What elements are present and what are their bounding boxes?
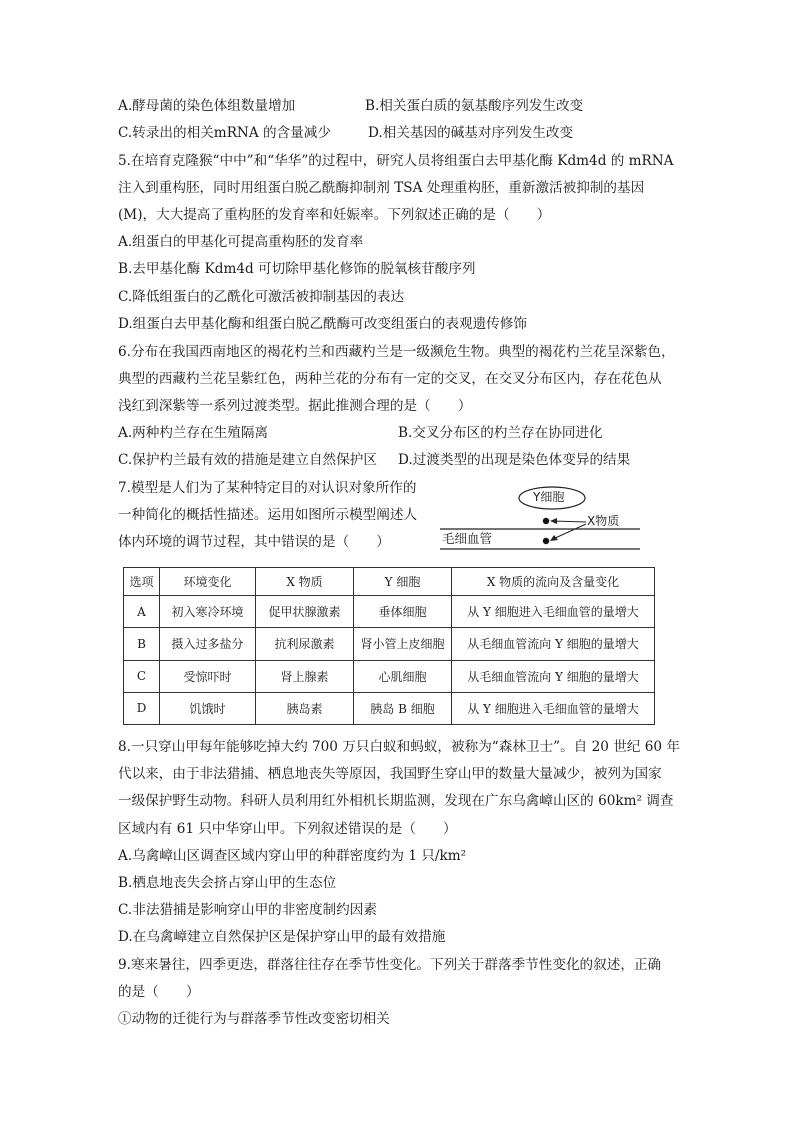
y-cell-label: Y细胞: [533, 490, 565, 504]
table-cell: 心肌细胞: [354, 660, 452, 692]
table-cell: 受惊吓时: [160, 660, 256, 692]
q5-stem-line-1: 5.在培育克隆猴“中中”和“华华”的过程中，研究人员将组蛋白去甲基化酶 Kdm4d 的 mRNA: [118, 153, 674, 169]
q8-stem-line-3: 一级保护野生动物。科研人员利用红外相机长期监测，发现在广东乌禽嶂山区的 60km² 调查: [118, 793, 674, 809]
q9-stem-line-2: 的是（ ）: [118, 984, 200, 1000]
q6-stem-line-1: 6.分布在我国西南地区的褐花杓兰和西藏杓兰是一级濒危生物。典型的褐花杓兰花呈深紫色，: [118, 344, 675, 360]
table-header: 环境变化: [160, 568, 256, 596]
table-cell: D: [124, 692, 160, 724]
q8-stem-line-2: 代以来，由于非法猎捕、栖息地丧失等原因，我国野生穿山甲的数量大量减少，被列为国家: [118, 766, 662, 782]
table-cell: B: [124, 628, 160, 660]
arrow-to-vessel-dot: [553, 524, 586, 539]
q6-option-b: B.交叉分布区的杓兰存在协同进化: [398, 425, 603, 441]
table-cell: 抗利尿激素: [256, 628, 354, 660]
q7-stem-line-3: 体内环境的调节过程，其中错误的是（ ）: [118, 534, 390, 550]
q4-option-c: C.转录出的相关mRNA 的含量减少: [118, 125, 331, 141]
q8-stem-line-4: 区域内有 61 只中华穿山甲。下列叙述错误的是（ ）: [118, 821, 457, 837]
q8-option-b: B.栖息地丧失会挤占穿山甲的生态位: [118, 875, 337, 891]
table-cell: 垂体细胞: [354, 596, 452, 628]
x-substance-label: X物质: [587, 514, 620, 528]
q9-item-1: ①动物的迁徙行为与群落季节性改变密切相关: [118, 1011, 390, 1027]
q7-options-table: [123, 567, 655, 725]
table-cell: C: [124, 660, 160, 692]
q8-option-d: D.在乌禽嶂建立自然保护区是保护穿山甲的最有效措施: [118, 929, 446, 945]
table-header-row: [124, 568, 655, 596]
q9-stem-line-1: 9.寒来暑往，四季更迭，群落往往存在季节性变化。下列关于群落季节性变化的叙述，正确: [118, 957, 662, 973]
q7-stem-line-2: 一种简化的概括性描述。运用如图所示模型阐述人: [118, 507, 418, 523]
q7-stem-line-1: 7.模型是人们为了某种特定目的对认识对象所作的: [118, 480, 417, 496]
table-cell: 胰岛素: [256, 692, 354, 724]
table-cell: 胰岛 B 细胞: [354, 692, 452, 724]
q5-option-d: D.组蛋白去甲基化酶和组蛋白脱乙酰酶可改变组蛋白的表观遗传修饰: [118, 316, 527, 332]
q6-option-d: D.过渡类型的出现是染色体变异的结果: [398, 452, 631, 468]
x-substance-dot-vessel: [543, 538, 549, 544]
table-cell: 饥饿时: [160, 692, 256, 724]
table-row: [124, 692, 655, 724]
table-cell: 肾上腺素: [256, 660, 354, 692]
q5-stem-line-3: (M)，大大提高了重构胚的发育率和妊娠率。下列叙述正确的是（ ）: [118, 207, 551, 223]
table-row: [124, 596, 655, 628]
table-cell: 初入寒冷环境: [160, 596, 256, 628]
q6-stem-line-3: 浅红到深紫等一系列过渡类型。据此推测合理的是（ ）: [118, 398, 472, 414]
x-substance-dot-cell: [543, 518, 549, 524]
table-cell: 从毛细血管流向 Y 细胞的量增大: [452, 660, 655, 692]
q5-option-a: A.组蛋白的甲基化可提高重构胚的发育率: [118, 234, 364, 250]
q6-stem-line-2: 典型的西藏杓兰花呈紫红色，两种兰花的分布有一定的交叉，在交叉分布区内，存在花色从: [118, 371, 662, 387]
q7-model-diagram: [440, 484, 640, 558]
table-cell: 从 Y 细胞进入毛细血管的量增大: [452, 596, 655, 628]
table-header: 选项: [124, 568, 160, 596]
table-header: X 物质: [256, 568, 354, 596]
table-cell: 促甲状腺激素: [256, 596, 354, 628]
table-cell: 从毛细血管流向 Y 细胞的量增大: [452, 628, 655, 660]
q6-option-c: C.保护杓兰最有效的措施是建立自然保护区: [118, 452, 377, 468]
q8-option-a: A.乌禽嶂山区调查区域内穿山甲的种群密度约为 1 只/km²: [118, 848, 467, 864]
q4-option-b: B.相关蛋白质的氨基酸序列发生改变: [365, 98, 584, 114]
q4-option-a: A.酵母菌的染色体组数量增加: [118, 98, 296, 114]
capillary-label: 毛细血管: [442, 531, 493, 546]
q8-stem-line-1: 8.一只穿山甲每年能够吃掉大约 700 万只白蚁和蚂蚁，被称为“森林卫士”。自 20 世纪 60 年: [118, 739, 680, 755]
table-row: [124, 628, 655, 660]
q8-option-c: C.非法猎捕是影响穿山甲的非密度制约因素: [118, 902, 377, 918]
q5-stem-line-2: 注入到重构胚，同时用组蛋白脱乙酰酶抑制剂 TSA 处理重构胚，重新激活被抑制的基因: [118, 180, 645, 196]
q5-option-c: C.降低组蛋白的乙酰化可激活被抑制基因的表达: [118, 289, 405, 305]
table-header: X 物质的流向及含量变化: [452, 568, 655, 596]
q6-option-a: A.两种杓兰存在生殖隔离: [118, 425, 269, 441]
table-cell: 摄入过多盐分: [160, 628, 256, 660]
q4-option-d: D.相关基因的碱基对序列发生改变: [368, 125, 574, 141]
table-cell: A: [124, 596, 160, 628]
table-header: Y 细胞: [354, 568, 452, 596]
table-row: [124, 660, 655, 692]
table-cell: 从 Y 细胞进入毛细血管的量增大: [452, 692, 655, 724]
arrow-to-cell-dot: [553, 521, 586, 522]
table-cell: 肾小管上皮细胞: [354, 628, 452, 660]
q5-option-b: B.去甲基化酶 Kdm4d 可切除甲基化修饰的脱氧核苷酸序列: [118, 261, 476, 277]
